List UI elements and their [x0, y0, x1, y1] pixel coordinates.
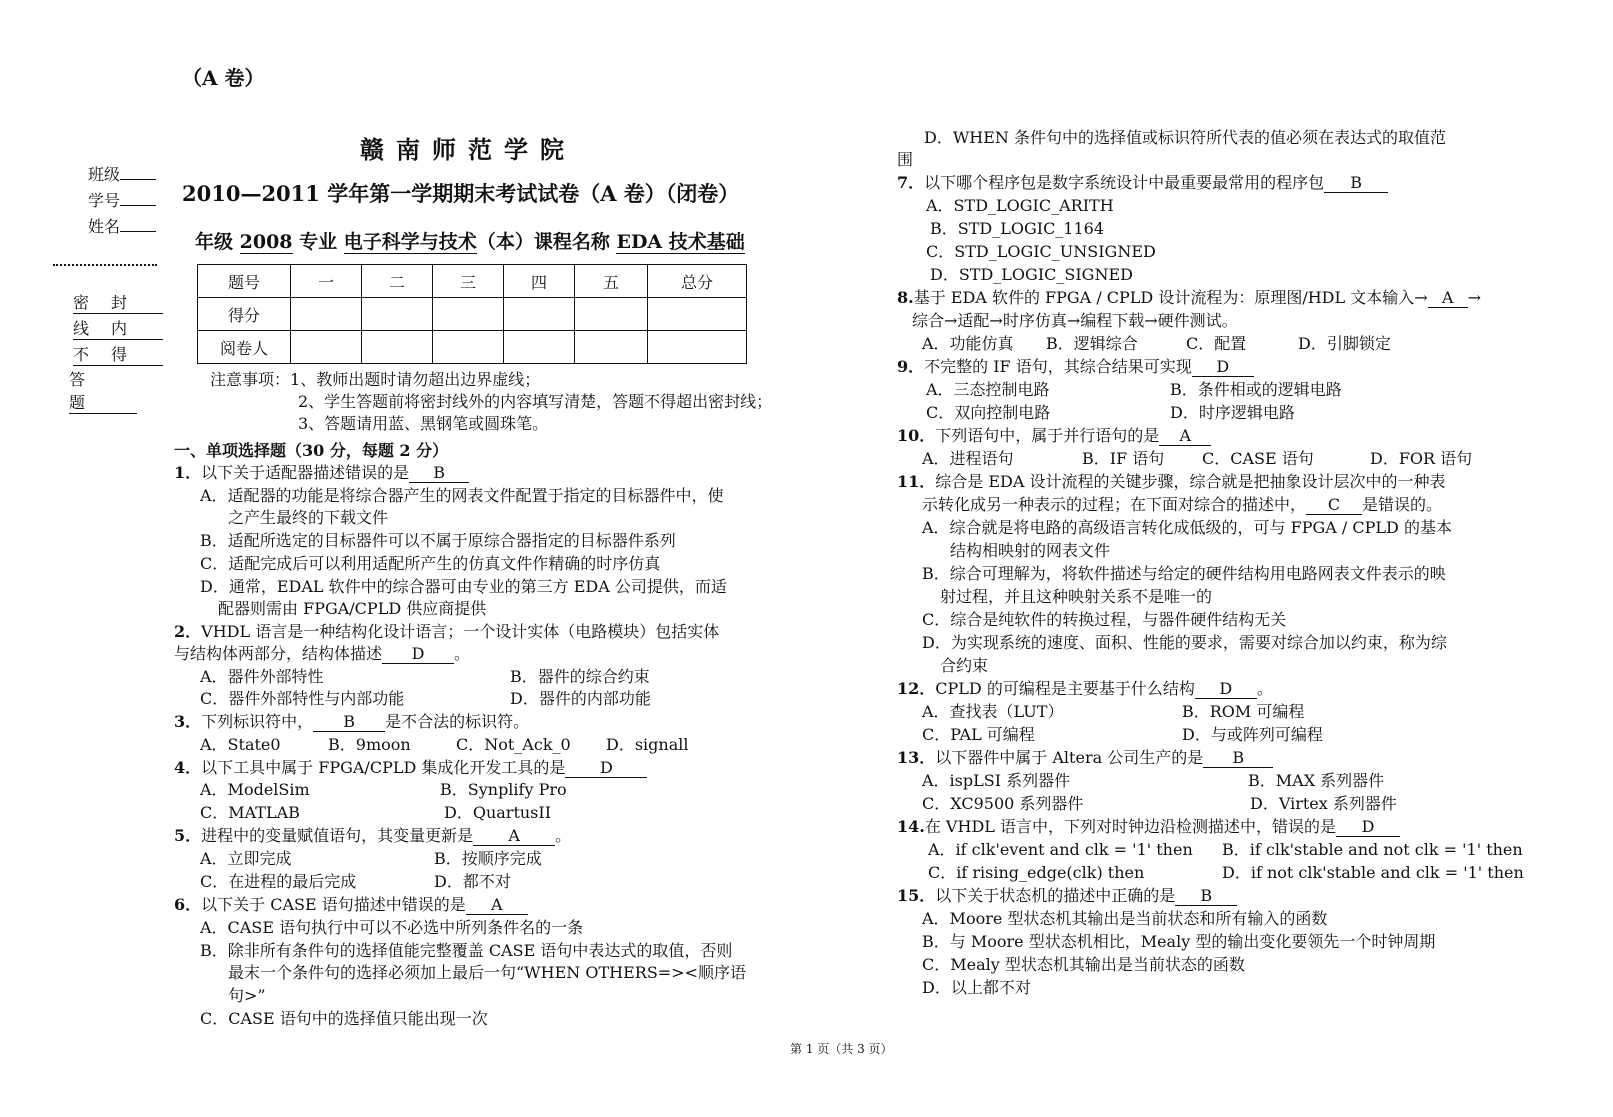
- q8-option-b: B．逻辑综合: [1046, 334, 1138, 353]
- q13-stem: 13．以下器件中属于 Altera 公司生产的是 B: [897, 747, 1273, 769]
- paper-version-tag: （A 卷）: [182, 66, 265, 90]
- q15-option-c: C．Mealy 型状态机其输出是当前状态的函数: [922, 955, 1245, 974]
- student-id-field: 学号: [88, 188, 156, 211]
- q8-option-a: A．功能仿真: [922, 334, 1014, 353]
- table-header-cell: 题号: [198, 265, 291, 298]
- q12-option-a: A．查找表（LUT）: [922, 702, 1064, 721]
- q6-option-d: D．WHEN 条件句中的选择值或标识符所代表的值必须在表达式的取值范: [924, 128, 1446, 147]
- q10-stem: 10．下列语句中，属于并行语句的是 A: [897, 425, 1211, 447]
- answer-blank: C: [1306, 496, 1362, 515]
- q9-option-c: C．双向控制电路: [926, 403, 1051, 422]
- q11-option-b: B．综合可理解为，将软件描述与给定的硬件结构用电路网表文件表示的映: [922, 564, 1446, 583]
- table-header-cell: 二: [362, 265, 433, 298]
- course-label: 课程名称: [533, 231, 610, 253]
- notes-line-1: 注意事项：1、教师出题时请勿超出边界虚线；: [210, 370, 541, 389]
- q4-stem: 4．以下工具中属于 FPGA/CPLD 集成化开发工具的是 D: [174, 757, 647, 779]
- q1-option-d-cont: 配器则需由 FPGA/CPLD 供应商提供: [218, 599, 487, 618]
- q13-option-d: D．Virtex 系列器件: [1250, 794, 1397, 813]
- q7-option-c: C．STD_LOGIC_UNSIGNED: [926, 242, 1156, 261]
- q11-option-d-cont: 合约束: [940, 656, 989, 675]
- answer-blank: D: [1192, 358, 1254, 377]
- q2-stem: 2．VHDL 语言是一种结构化设计语言；一个设计实体（电路模块）包括实体: [174, 622, 720, 641]
- row-label: 阅卷人: [198, 331, 291, 364]
- q1-option-b: B．适配所选定的目标器件可以不属于原综合器指定的目标器件系列: [200, 531, 676, 550]
- q15-option-b: B．与 Moore 型状态机相比，Mealy 型的输出变化要领先一个时钟周期: [922, 932, 1436, 951]
- q12-option-d: D．与或阵列可编程: [1182, 725, 1323, 744]
- q11-option-d: D．为实现系统的速度、面积、性能的要求，需要对综合加以约束，称为综: [922, 633, 1447, 652]
- table-header-cell: 五: [575, 265, 648, 298]
- q2-option-b: B．器件的综合约束: [510, 667, 650, 686]
- grade-label: 年级: [195, 231, 234, 253]
- q2-option-c: C．器件外部特性与内部功能: [200, 689, 405, 708]
- answer-blank: D: [382, 645, 454, 664]
- row-label: 得分: [198, 298, 291, 331]
- q14-option-d: D．if not clk'stable and clk = '1' then: [1222, 863, 1524, 882]
- q10-option-d: D．FOR 语句: [1370, 449, 1473, 468]
- q9-option-b: B．条件相或的逻辑电路: [1170, 380, 1342, 399]
- q1-option-a-cont: 之产生最终的下载文件: [228, 508, 389, 527]
- q7-option-b: B．STD_LOGIC_1164: [930, 219, 1105, 238]
- answer-blank: B: [1175, 887, 1237, 906]
- exam-title: 2010—2011 学年第一学期期末考试试卷（A 卷）（闭卷）: [182, 181, 740, 206]
- q6-option-c: C．CASE 语句中的选择值只能出现一次: [200, 1009, 488, 1028]
- q11-option-a: A．综合就是将电路的高级语言转化成低级的，可与 FPGA / CPLD 的基本: [922, 518, 1452, 537]
- q5-option-d: D．都不对: [434, 872, 511, 891]
- answer-blank: A: [473, 827, 555, 846]
- q4-option-d: D．QuartusII: [444, 803, 552, 822]
- q5-option-a: A．立即完成: [200, 849, 292, 868]
- q9-stem: 9．不完整的 IF 语句，其综合结果可实现 D: [897, 356, 1254, 378]
- q11-stem-cont: 示转化成另一种表示的过程；在下面对综合的描述中， C 是错误的。: [922, 495, 1443, 514]
- answer-blank: B: [1203, 749, 1273, 768]
- q8-stem-cont: 综合→适配→时序仿真→编程下载→硬件测试。: [912, 311, 1238, 330]
- answer-blank: A: [1428, 289, 1468, 308]
- table-header-cell: 三: [433, 265, 504, 298]
- q5-option-c: C．在进程的最后完成: [200, 872, 357, 891]
- q10-option-a: A．进程语句: [922, 449, 1014, 468]
- page-footer: 第 1 页（共 3 页）: [790, 1042, 893, 1056]
- score-table-header-row: [198, 265, 747, 298]
- score-row: [198, 298, 747, 331]
- seal-text-1: 密封: [73, 290, 163, 314]
- q14-stem: 14.在 VHDL 语言中，下列对时钟边沿检测描述中，错误的是 D: [897, 816, 1400, 838]
- answer-blank: D: [565, 759, 647, 778]
- q8-option-d: D．引脚锁定: [1298, 334, 1391, 353]
- q14-option-b: B．if clk'stable and not clk = '1' then: [1222, 840, 1523, 859]
- q11-option-a-cont: 结构相映射的网表文件: [950, 541, 1111, 560]
- q7-option-d: D．STD_LOGIC_SIGNED: [930, 265, 1133, 284]
- q6-option-b-cont2: 句>”: [228, 986, 266, 1005]
- q12-option-b: B．ROM 可编程: [1182, 702, 1305, 721]
- q10-option-b: B．IF 语句: [1082, 449, 1165, 468]
- answer-blank: D: [1195, 680, 1257, 699]
- q2-option-d: D．器件的内部功能: [510, 689, 651, 708]
- q11-option-c: C．综合是纯软件的转换过程，与器件硬件结构无关: [922, 610, 1287, 629]
- q14-option-a: A．if clk'event and clk = '1' then: [928, 840, 1193, 859]
- level-value: （本）: [476, 231, 534, 253]
- grader-row: [198, 331, 747, 364]
- q6-stem: 6．以下关于 CASE 语句描述中错误的是 A: [174, 894, 528, 916]
- q12-option-c: C．PAL 可编程: [922, 725, 1035, 744]
- seal-text-2: 线内: [73, 316, 163, 340]
- q8-option-c: C．配置: [1186, 334, 1247, 353]
- course-value: EDA 技术基础: [616, 231, 745, 253]
- table-header-cell: 总分: [648, 265, 747, 298]
- q14-option-c: C．if rising_edge(clk) then: [928, 863, 1145, 882]
- q13-option-a: A．ispLSI 系列器件: [922, 771, 1071, 790]
- answer-blank: B: [313, 713, 385, 732]
- q11-option-b-cont: 射过程，并且这种映射关系不是唯一的: [940, 587, 1213, 606]
- q10-option-c: C．CASE 语句: [1202, 449, 1314, 468]
- q4-option-c: C．MATLAB: [200, 803, 300, 822]
- answer-blank: B: [1324, 174, 1388, 193]
- table-header-cell: 四: [504, 265, 575, 298]
- q5-option-b: B．按顺序完成: [434, 849, 542, 868]
- seal-dotted-line: [53, 264, 157, 266]
- name-field: 姓名: [88, 214, 156, 237]
- q2-option-a: A．器件外部特性: [200, 667, 324, 686]
- q7-stem: 7．以下哪个程序包是数字系统设计中最重要最常用的程序包 B: [897, 172, 1388, 194]
- q13-option-b: B．MAX 系列器件: [1248, 771, 1385, 790]
- q3-option-b: B．9moon: [328, 735, 411, 754]
- q1-option-c: C．适配完成后可以利用适配所产生的仿真文件作精确的时序仿真: [200, 554, 661, 573]
- major-value: 电子科学与技术: [343, 231, 477, 253]
- q13-option-c: C．XC9500 系列器件: [922, 794, 1084, 813]
- q1-stem: 1．以下关于适配器描述错误的是 B: [174, 462, 469, 484]
- q3-option-a: A．State0: [200, 735, 281, 754]
- q4-option-a: A．ModelSim: [200, 780, 310, 799]
- q2-stem-cont: 与结构体两部分，结构体描述 D 。: [174, 644, 471, 663]
- class-field: 班级: [88, 162, 156, 185]
- q8-stem: 8.基于 EDA 软件的 FPGA / CPLD 设计流程为：原理图/HDL 文本输入→ A →: [897, 288, 1482, 307]
- q6-option-a: A．CASE 语句执行中可以不必选中所列条件名的一条: [200, 918, 584, 937]
- major-label: 专业: [299, 231, 338, 253]
- notes-line-2: 2、学生答题前将密封线外的内容填写清楚，答题不得超出密封线；: [298, 392, 773, 411]
- q12-stem: 12．CPLD 的可编程是主要基于什么结构 D 。: [897, 679, 1273, 698]
- q7-option-a: A．STD_LOGIC_ARITH: [926, 196, 1114, 215]
- seal-text-3: 不得: [73, 342, 163, 366]
- school-name: 赣南师范学院: [360, 135, 576, 164]
- q15-option-d: D．以上都不对: [922, 978, 1031, 997]
- table-header-cell: 一: [291, 265, 362, 298]
- q11-stem: 11．综合是 EDA 设计流程的关键步骤，综合就是把抽象设计层次中的一种表: [897, 472, 1446, 491]
- course-info-line: [195, 227, 745, 254]
- q9-option-a: A．三态控制电路: [926, 380, 1050, 399]
- q1-option-a: A．适配器的功能是将综合器产生的网表文件配置于指定的目标器件中，使: [200, 486, 724, 505]
- grade-value: 2008: [239, 231, 293, 253]
- q6-option-d-cont: 围: [897, 150, 914, 169]
- q5-stem: 5．进程中的变量赋值语句，其变量更新是 A 。: [174, 826, 572, 845]
- q4-option-b: B．Synplify Pro: [440, 780, 567, 799]
- q15-stem: 15．以下关于状态机的描述中正确的是 B: [897, 885, 1237, 907]
- q1-option-d: D．通常，EDAL 软件中的综合器可由专业的第三方 EDA 公司提供，而适: [200, 577, 727, 596]
- q3-option-c: C．Not_Ack_0: [456, 735, 571, 754]
- notes-line-3: 3、答题请用蓝、黑钢笔或圆珠笔。: [298, 414, 549, 433]
- answer-blank: A: [466, 896, 528, 915]
- q9-option-d: D．时序逻辑电路: [1170, 403, 1295, 422]
- score-table: [197, 264, 747, 364]
- section-title: 一、单项选择题（30 分，每题 2 分）: [174, 441, 449, 460]
- answer-blank: D: [1336, 818, 1400, 837]
- q6-option-b: B．除非所有条件句的选择值能完整覆盖 CASE 语句中表达式的取值，否则: [200, 941, 733, 960]
- q6-option-b-cont: 最末一个条件句的选择必须加上最后一句“WHEN OTHERS=><顺序语: [228, 963, 746, 982]
- q3-stem: 3．下列标识符中， B 是不合法的标识符。: [174, 712, 530, 731]
- answer-blank: B: [409, 464, 469, 483]
- answer-blank: A: [1159, 427, 1211, 446]
- q15-option-a: A．Moore 型状态机其输出是当前状态和所有输入的函数: [922, 909, 1328, 928]
- q3-option-d: D．signall: [606, 735, 689, 754]
- seal-text-4: 答题: [69, 367, 137, 414]
